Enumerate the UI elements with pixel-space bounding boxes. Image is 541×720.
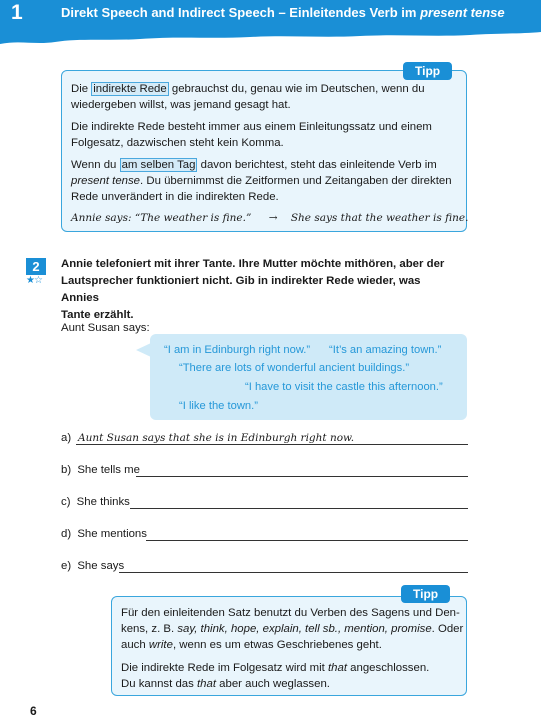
tip2-paragraph-2: Die indirekte Rede im Folgesatz wird mit that angeschlossen. Du kannst das that aber auch weglassen. [121, 662, 430, 690]
exercise-number: 2 [26, 258, 46, 275]
speech-bubble-tail [136, 343, 151, 357]
answer-row-a [61, 432, 71, 444]
page-title [61, 5, 505, 20]
tip1-paragraph-3: Wenn du am selben Tag davon berichtest, steht das einleitende Verb im present tense. Du übernimmst die Zeitformen und Zeitangaben der direkten Rede unverändert in die indirekten Rede. [71, 159, 452, 203]
answer-prefix: b) [61, 464, 72, 476]
answer-prefix: e) [61, 560, 72, 572]
quote-3: “There are lots of wonderful ancient buildings.” [179, 362, 410, 374]
speaker-label: Aunt Susan says: [61, 322, 150, 334]
tip1-example [71, 210, 469, 226]
tip-label-2: Tipp [401, 585, 450, 603]
header-brush-edge [0, 30, 541, 46]
answer-prefix: a) [61, 432, 72, 444]
answer-row-b [61, 464, 140, 476]
answer-starter: She thinks [76, 496, 130, 508]
tip-label-1: Tipp [403, 62, 452, 80]
answer-row-e [61, 560, 124, 572]
quote-4: “I have to visit the castle this afternoon.” [245, 381, 443, 393]
answer-line-a[interactable] [76, 444, 468, 445]
exercise-instruction: Annie telefoniert mit ihrer Tante. Ihre Mutter möchte mithören, aber der Lautsprecher funktioniert nicht. Gib in indirekter Rede wieder, was Annies Tante erzählt. [61, 258, 445, 321]
answer-prefix: c) [61, 496, 71, 508]
answer-line-c[interactable] [130, 508, 468, 509]
highlight-indirekte-rede: indirekte Rede [93, 83, 167, 95]
answer-line-d[interactable] [146, 540, 468, 541]
answer-row-d [61, 528, 147, 540]
tip1-paragraph-1: Die indirekte Rede gebrauchst du, genau wie im Deutschen, wenn du wiedergeben willst, was jemand gesagt hat. [71, 83, 425, 111]
answer-starter: She says [77, 560, 125, 572]
example-indirect: She says that the weather is fine. [290, 212, 469, 224]
tip1-paragraph-2: Die indirekte Rede besteht immer aus einem Einleitungssatz und einem Folgesatz, dazwischen steht kein Komma. [71, 121, 432, 149]
header-band [0, 0, 541, 30]
example-direct: Annie says: “The weather is fine.” [71, 212, 252, 224]
answer-line-e[interactable] [119, 572, 468, 573]
unit-number: 1 [11, 1, 23, 24]
quote-2: “It’s an amazing town.” [329, 344, 442, 356]
highlight-am-selben-tag: am selben Tag [121, 159, 196, 171]
title-italic: present tense [420, 5, 505, 20]
difficulty-stars-icon: ★☆ [26, 275, 42, 286]
page-number: 6 [30, 704, 37, 718]
title-main: Direkt Speech and Indirect Speech – Einleitendes Verb im [61, 5, 421, 20]
answer-starter: She mentions [77, 528, 147, 540]
tip2-paragraph-1: Für den einleitenden Satz benutzt du Verben des Sagens und Den- kens, z. B. say, think, hope, explain, tell sb., mention, promise. Oder auch write, wenn es um etwas Geschriebenes geht. [121, 607, 464, 651]
quote-1: “I am in Edinburgh right now.” [164, 344, 311, 356]
answer-line-b[interactable] [136, 476, 468, 477]
answer-prefix: d) [61, 528, 72, 540]
answer-starter: She tells me [77, 464, 140, 476]
quote-5: “I like the town.” [179, 400, 258, 412]
answer-row-c [61, 496, 130, 508]
answer-a-handwritten: Aunt Susan says that she is in Edinburgh right now. [78, 432, 355, 444]
arrow-icon: → [268, 212, 278, 224]
